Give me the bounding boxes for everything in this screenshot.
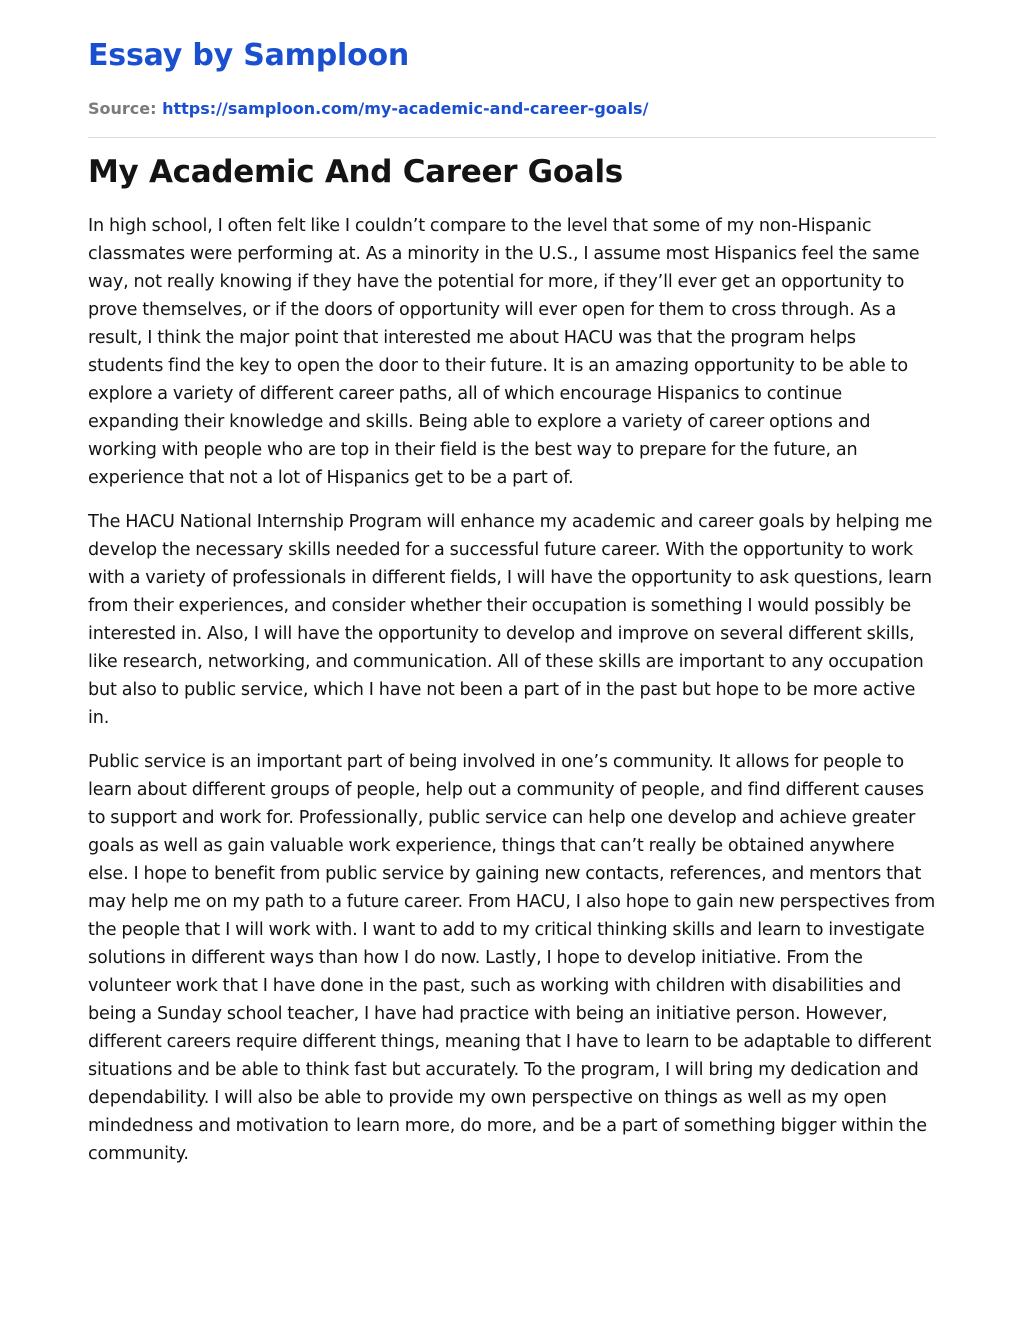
essay-paragraph: Public service is an important part of being involved in one’s community. It allows for people to learn about different groups of people, help out a community of people, and find different causes to support and work for. Professionally, public service can help one develop and achieve greater goals as well as gain valuable work experience, things that can’t really be obtained anywhere else. I hope to benefit from public service by gaining new contacts, references, and mentors that may help me on my path to a future career. From HACU, I also hope to gain new perspectives from the people that I will work with. I want to add to my critical thinking skills and learn to investigate solutions in different ways than how I do now. Lastly, I hope to develop initiative. From the volunteer work that I have done in the past, such as working with children with disabilities and being a Sunday school teacher, I have had practice with being an initiative person. However, different careers require different things, meaning that I have to learn to be adaptable to different situations and be able to think fast but accurately. To the program, I will bring my dedication and dependability. I will also be able to provide my own perspective on things as well as my open mindedness and motivation to learn more, do more, and be a part of something bigger within the community. [88,752,936,1164]
essay-paragraph: The HACU National Internship Program will enhance my academic and career goals by helping me develop the necessary skills needed for a successful future career. With the opportunity to work with a variety of professionals in different fields, I will have the opportunity to ask questions, learn from their experiences, and consider whether their occupation is something I would possibly be interested in. Also, I will have the opportunity to develop and improve on several different skills, like research, networking, and communication. All of these skills are important to any occupation but also to public service, which I have not been a part of in the past but hope to be more active in. [88,512,933,728]
header-divider [88,137,936,138]
essay-title: My Academic And Career Goals [88,154,623,190]
essay-paragraph: In high school, I often felt like I couldn’t compare to the level that some of my non-Hispanic classmates were performing at. As a minority in the U.S., I assume most Hispanics feel the same way, not really knowing if they have the potential for more, if they’ll ever get an opportunity to prove themselves, or if the doors of opportunity will ever open for them to cross through. As a result, I think the major point that interested me about HACU was that the program helps students find the key to open the door to their future. It is an amazing opportunity to be able to explore a variety of different career paths, all of which encourage Hispanics to continue expanding their knowledge and skills. Being able to explore a variety of career options and working with people who are top in their field is the best way to prepare for the future, an experience that not a lot of Hispanics get to be a part of. [88,216,920,488]
brand-title: Essay by Samploon [88,38,410,73]
source-line [88,98,936,120]
document-page [88,0,936,1168]
essay-body [88,212,936,1168]
source-link[interactable]: https://samploon.com/my-academic-and-career-goals/ [162,99,649,118]
source-label: Source: [88,99,157,118]
